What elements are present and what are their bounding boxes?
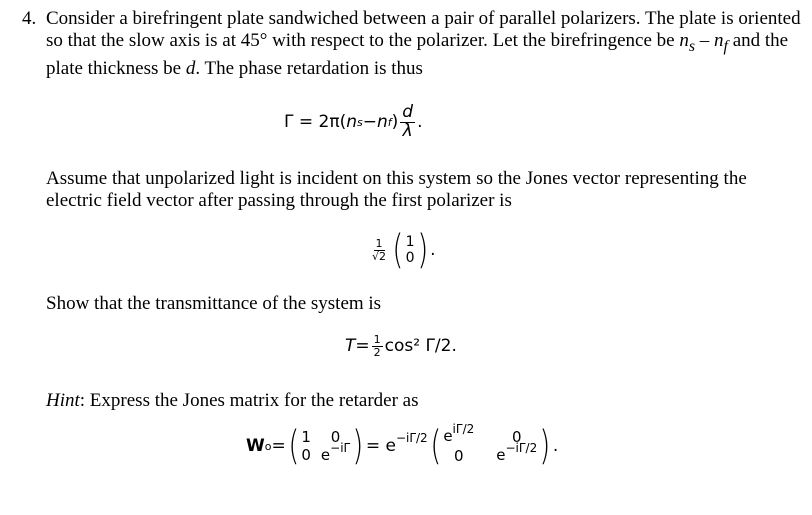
retarder-sub: o xyxy=(264,439,272,453)
gamma-sub-f: f xyxy=(387,115,392,129)
jones-frac-num: 1 xyxy=(375,236,383,250)
intro-text-1: Consider a birefringent plate sandwiched between a pair of parallel polarizers. The plate is oriented so that the slow axis is at 45° with respect to the polarizer. Let the birefringence be xyxy=(46,8,801,51)
retarder-dot: . xyxy=(552,436,559,456)
transmittance-rest: cos² Γ/2. xyxy=(384,336,457,357)
transmittance-lhs: T xyxy=(345,336,356,357)
m2-d-exp: −iΓ/2 xyxy=(505,441,538,455)
intro-ns-sub: s xyxy=(688,37,696,55)
jones-dot: . xyxy=(430,240,436,260)
gamma-frac-den: λ xyxy=(402,120,413,141)
intro-nf: n xyxy=(714,30,724,51)
retarder-W: W xyxy=(246,436,265,456)
m2-a-base: e xyxy=(443,427,453,445)
intro-dash: – xyxy=(695,30,715,51)
intro-text-3: . The phase retardation is thus xyxy=(195,57,423,79)
problem-number: 4. xyxy=(22,8,37,29)
retarder-eq1: = xyxy=(271,436,286,456)
m2-d-base: e xyxy=(496,446,506,464)
transmittance-equation xyxy=(345,334,457,358)
m2-left-paren: ( xyxy=(430,423,441,469)
m1-right-paren: ) xyxy=(352,423,364,469)
m1-d xyxy=(320,440,351,465)
jones-left-paren: ( xyxy=(392,227,404,273)
hint-label: Hint xyxy=(46,390,80,411)
gamma-close: ) xyxy=(391,112,399,133)
m2-right-paren: ) xyxy=(539,423,551,469)
jones-right-paren: ) xyxy=(416,227,428,273)
jones-vector xyxy=(406,234,415,266)
m2-a-exp: iΓ/2 xyxy=(452,422,475,436)
hint-text: : Express the Jones matrix for the retarder as xyxy=(79,390,419,411)
retarder-matrix-2 xyxy=(443,422,538,465)
retarder-matrix-1 xyxy=(301,428,350,465)
intro-nf-sub: f xyxy=(723,37,728,55)
intro-d: d xyxy=(185,57,196,79)
gamma-n1: n xyxy=(346,112,357,133)
jones-frac-den: √2 xyxy=(372,249,387,263)
paragraph-hint xyxy=(46,390,806,412)
m2-d xyxy=(496,441,538,465)
paragraph-jones: Assume that unpolarized light is incident on this system so the Jones vector representing the electric field vector after passing through the first polarizer is xyxy=(46,168,747,211)
gamma-frac-num: d xyxy=(402,102,414,122)
transmittance-frac-num: 1 xyxy=(373,333,381,346)
gamma-dot: . xyxy=(417,112,423,133)
jones-bottom: 0 xyxy=(405,250,415,266)
m1-d-base: e xyxy=(320,445,331,464)
m1-a: 1 xyxy=(301,427,311,446)
retarder-phase: −iΓ/2 xyxy=(395,431,428,445)
retarder-equation xyxy=(246,422,559,469)
problem-intro xyxy=(46,8,806,80)
m2-b: 0 xyxy=(511,427,522,446)
m2-a xyxy=(443,422,475,446)
transmittance-fraction xyxy=(372,334,383,358)
intro-text-2: and the plate thickness be xyxy=(46,30,789,79)
gamma-sub-s: s xyxy=(357,115,363,129)
intro-ns: n xyxy=(679,30,689,51)
m1-c: 0 xyxy=(301,446,311,464)
jones-vector-equation xyxy=(368,227,436,273)
gamma-minus: − xyxy=(362,112,377,133)
m1-d-exp: −iΓ xyxy=(330,440,351,455)
gamma-fraction xyxy=(400,104,415,141)
jones-fraction xyxy=(370,238,388,262)
m2-c: 0 xyxy=(454,446,464,465)
gamma-equation xyxy=(284,104,422,141)
m1-left-paren: ( xyxy=(288,423,300,469)
transmittance-frac-den: 2 xyxy=(373,345,381,359)
m1-b: 0 xyxy=(330,427,341,446)
jones-top: 1 xyxy=(405,234,415,250)
retarder-eq2: = e xyxy=(365,436,396,456)
gamma-n2: n xyxy=(376,112,388,133)
transmittance-eq: = xyxy=(355,336,370,357)
gamma-lhs: Γ = 2π( xyxy=(284,112,347,133)
paragraph-transmittance: Show that the transmittance of the system is xyxy=(46,293,382,314)
